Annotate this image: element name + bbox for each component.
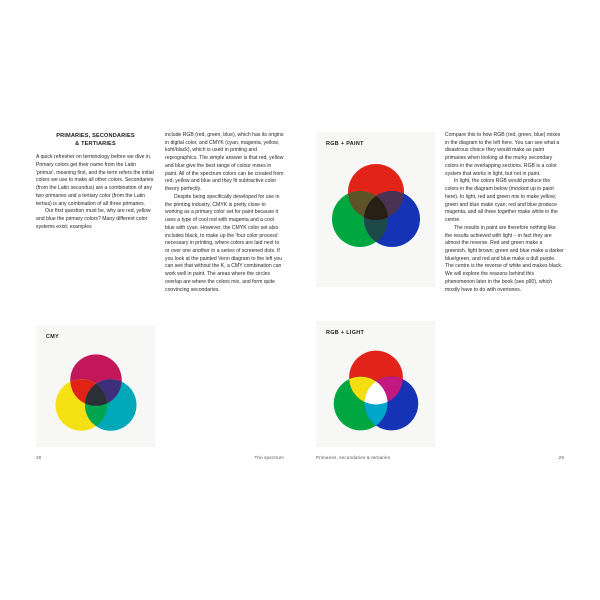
cmy-diagram-label: CMY xyxy=(46,334,60,340)
right-page xyxy=(300,125,580,470)
left-page-column-one xyxy=(36,132,155,294)
right-page-column-one xyxy=(445,132,564,294)
paragraph: A quick refresher on terminology before we dive in. Primary colors get their name from the Latin 'primus', meaning first, and the term refers the initial colors we use to make all other colors. Secondaries (from the Latin secundus) are a combination of any two primaries and a tertiary color (from the Latin tertius) is any combination of all three primaries. xyxy=(36,154,154,207)
page-number: 29 xyxy=(558,455,564,460)
paragraph: Our first question must be, why are red, yellow and blue the primary colors? Many different color systems exist; examples xyxy=(36,208,151,230)
paragraph: Compare this to how RGB (red, green, blue) mixes in the diagram to the left here. You can see what a disastrous choice they would make as paint primaries when looking at the murky secondary colors in the overlapping sections. RGB is a color system that works in light, but not in paint. xyxy=(445,132,561,177)
running-head: The spectrum xyxy=(254,455,284,460)
right-page-columns xyxy=(445,132,564,294)
rgb-paint-diagram-label: RGB + PAINT xyxy=(326,141,364,147)
running-head: Primaries, secondaries & tertiaries xyxy=(316,455,391,460)
rgb-paint-venn-diagram xyxy=(326,156,426,256)
left-page-columns xyxy=(36,132,284,294)
page-title: PRIMARIES, SECONDARIES & TERTIARIES xyxy=(56,133,135,148)
paragraph: In light, the colors RGB would produce the colors in the diagram below (mocked up in paint here). In light, red and green mix to make yellow; green and blue make cyan; red and blue produce magenta, and all three together make white in the centre. xyxy=(445,178,558,224)
paragraph: Despite being specifically developed for use in the printing industry, CMYK is pretty close to working as a primary color set for paint because it uses a type of cool red with magenta and a cool blue with cyan. However, the CMYK color set also includes black, to make up the 'four color process' necessary in printing, where colors are laid next to or over one another in a series of screened dots. If you look at the painted Venn diagram to the left you can see that without the K, a CMY combination can work well in paint. The areas where the circles overlap are where the colors mix, and form quite convincing secondaries. xyxy=(165,193,283,293)
rgb-light-venn-diagram xyxy=(328,343,424,439)
rgb-light-diagram-panel xyxy=(316,321,435,447)
paragraph: include RGB (red, green, blue), which has its origins in digital color, and CMYK (cyan, magenta, yellow, kohl/black), which is used in printing and reprographics. The simple answer is that red, yellow and blue give the best range of colour mixes in paint. All of the spectrum colors can be created from red, yellow and blue and they fit subtractive color theory perfectly. xyxy=(165,132,284,193)
right-page-footer xyxy=(316,455,564,460)
cmy-diagram-panel xyxy=(36,325,155,447)
left-page-footer xyxy=(36,455,284,460)
left-page-column-two xyxy=(165,132,284,294)
rgb-light-diagram-label: RGB + LIGHT xyxy=(326,330,365,336)
page-number: 28 xyxy=(36,455,42,460)
rgb-paint-diagram-panel xyxy=(316,132,435,287)
cmy-venn-diagram xyxy=(50,347,142,439)
paragraph: The results in paint are therefore nothing like the results achieved with light – in fact they are almost the reverse. Red and green make a greenish, light brown; green and blue make a darker blue/green, and red and blue make a dull purple. The centre is the reverse of white and makes black. We will explore the reasons behind this phenomenon later in the book (see p90), which mostly have to do with overtones. xyxy=(445,224,564,293)
left-page xyxy=(20,125,300,470)
